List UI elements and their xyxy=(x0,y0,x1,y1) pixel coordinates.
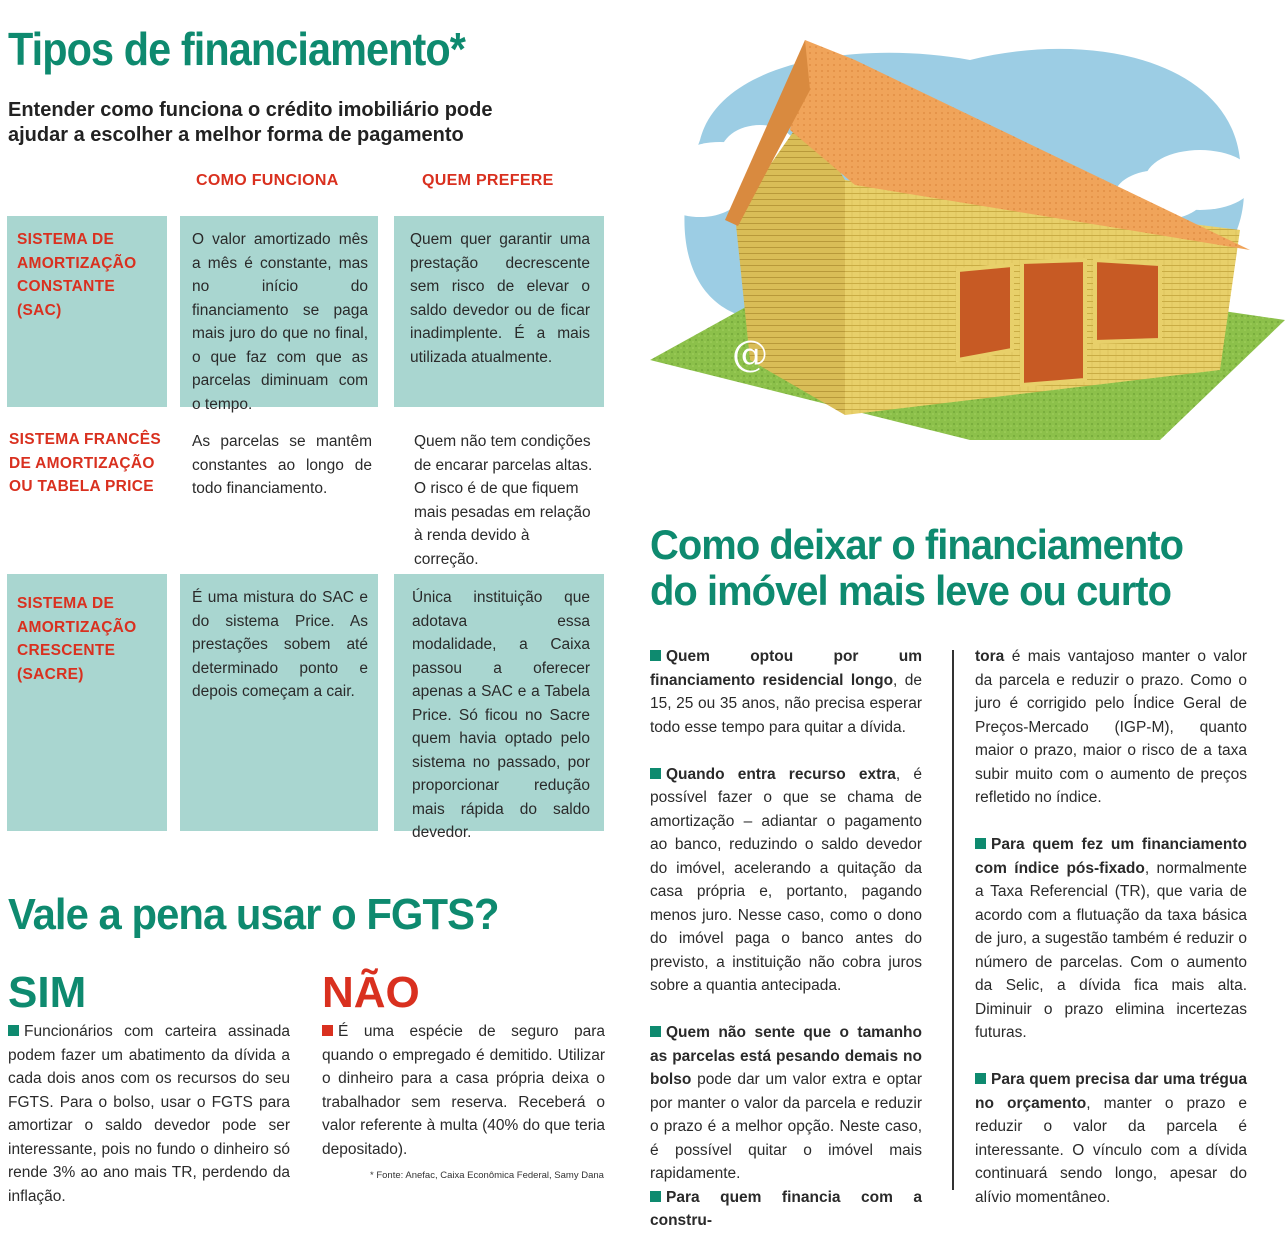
nao-heading: NÃO xyxy=(322,968,420,1017)
cell-price-como: As parcelas se mantêm constantes ao longo de todo financiamento. xyxy=(192,433,372,497)
tip-paragraph: Para quem fez um financiamento com índice pós-fixado, normalmente a Taxa Referencial (TR), que varia de acordo com a flutuação da taxa básica de juro, a sugestão também é reduzir o número de parcelas. Com o aumento da Selic, a dívida fica mais alta. Diminuir o prazo elimina incertezas futuras. xyxy=(975,836,1247,1041)
right-title-line-1: Como deixar o financiamento xyxy=(650,521,1184,568)
tip-paragraph: Quem não sente que o tamanho as parcelas está pesando demais no bolso pode dar um valor extra e optar por manter o valor da parcela e reduzir o prazo é a melhor opção. Neste caso, é possível quitar o imóvel mais rapidamente. xyxy=(650,1024,922,1182)
right-title-line-2: do imóvel mais leve ou curto xyxy=(650,567,1172,614)
cell-sacre-quem: Única instituição que adotava essa modalidade, a Caixa passou a oferecer apenas a SAC e a Tabela Price. Só ficou no Sacre quem havia optado pelo sistema no passado, por proporcionar redução mais rápida do saldo devedor. xyxy=(394,574,604,831)
house-door xyxy=(1022,260,1085,385)
right-section-title xyxy=(650,522,1183,614)
cell-sac-quem: Quem quer garantir uma prestação decrescente sem risco de elevar o saldo devedor ou de ficar inadimplente. É a mais utilizada atualmente. xyxy=(394,216,604,407)
bullet-square-icon xyxy=(650,1191,661,1202)
row-label-cell-sac xyxy=(7,216,167,407)
cell-sac-como: O valor amortizado mês a mês é constante, mas no início do financiamento se paga mais juro do que no final, o que faz com que as parcelas diminuam com o tempo. xyxy=(180,216,378,407)
cell-price-quem: Quem não tem condições de encarar parcelas altas. O risco é de que fiquem mais pesadas em relação à renda devido à correção. xyxy=(414,433,593,568)
row-label-cell-price xyxy=(7,428,172,548)
nao-text: É uma espécie de seguro para quando o empregado é demitido. Utilizar o dinheiro para a casa própria deixa o trabalhador sem reserva. Receberá o valor referente à multa (40% do que teria depositado). xyxy=(322,1023,605,1158)
bullet-square-icon xyxy=(650,1026,661,1037)
sim-text-block xyxy=(8,1020,290,1208)
bullet-square-icon xyxy=(650,768,661,779)
column-header-como-funciona: COMO FUNCIONA xyxy=(196,172,339,189)
page-title: Tipos de financiamento* xyxy=(8,23,466,75)
sim-text: Funcionários com carteira assinada podem fazer um abatimento da dívida a cada dois anos com os recursos do seu FGTS. Para o bolso, usar o FGTS para amortizar o saldo devedor pode ser interessante, pois no fundo o dinheiro só rende 3% ao ano mais TR, perdendo da inflação. xyxy=(8,1023,290,1205)
tip-paragraph: Para quem financia com a constru- xyxy=(650,1188,922,1229)
tip-paragraph: Quando entra recurso extra, é possível fazer o que se chama de amortização – adiantar o pagamento ao banco, reduzindo o saldo devedor do imóvel, acelerando a quitação da casa própria e, portanto, pagando menos juro. Nesse caso, como o dono do imóvel paga o banco antes do previsto, a instituição não cobra juros sobre a quantia antecipada. xyxy=(650,765,922,994)
house-window-right xyxy=(1095,260,1160,342)
bullet-square-icon xyxy=(8,1025,19,1036)
source-footnote: * Fonte: Anefac, Caixa Econômica Federal, Samy Dana xyxy=(370,1170,604,1181)
tip-paragraph: Para quem precisa dar uma trégua no orçamento, manter o prazo e reduzir o valor da parcela é interessante. O vínculo com a dívida continuará sendo longo, apesar do alívio momentâneo. xyxy=(975,1071,1247,1206)
row-label-price: SISTEMA FRANCÊS DE AMORTIZAÇÃO OU TABELA PRICE xyxy=(9,431,162,495)
page-subtitle: Entender como funciona o crédito imobiliário pode ajudar a escolher a melhor forma de pagamento xyxy=(8,99,493,146)
row-label-sacre: SISTEMA DE AMORTIZAÇÃO CRESCENTE (SACRE) xyxy=(17,595,137,683)
house-window-left xyxy=(958,265,1012,360)
row-label-cell-sacre xyxy=(7,574,167,831)
bullet-square-icon xyxy=(322,1025,333,1036)
tip-paragraph-continued: tora é mais vantajoso manter o valor da parcela e reduzir o prazo. Como o juro é corrigido pelo Índice Geral de Preços-Mercado (IGP-M), quanto maior o prazo, maior o risco de a taxa subir muito com o aumento de preços refletido no índice. xyxy=(975,648,1247,806)
cell-sacre-como: É uma mistura do SAC e do sistema Price. As prestações sobem até determinado ponto e depois começam a cair. xyxy=(180,574,378,831)
tips-column-2 xyxy=(975,645,1247,1233)
nao-text-block xyxy=(322,1020,605,1161)
row-label-sac: SISTEMA DE AMORTIZAÇÃO CONSTANTE (SAC) xyxy=(17,231,137,319)
at-symbol: @ xyxy=(732,334,768,375)
column-header-quem-prefere: QUEM PREFERE xyxy=(422,172,554,189)
bullet-square-icon xyxy=(975,1073,986,1084)
tips-column-1 xyxy=(650,645,922,1233)
sim-heading: SIM xyxy=(8,968,87,1017)
column-divider xyxy=(952,650,954,1190)
tip-paragraph: Quem optou por um financiamento residencial longo, de 15, 25 ou 35 anos, não precisa esperar todo esse tempo para quitar a dívida. xyxy=(650,648,922,736)
bullet-square-icon xyxy=(975,838,986,849)
fgts-title: Vale a pena usar o FGTS? xyxy=(8,890,499,939)
house-illustration xyxy=(640,20,1285,440)
bullet-square-icon xyxy=(650,650,661,661)
